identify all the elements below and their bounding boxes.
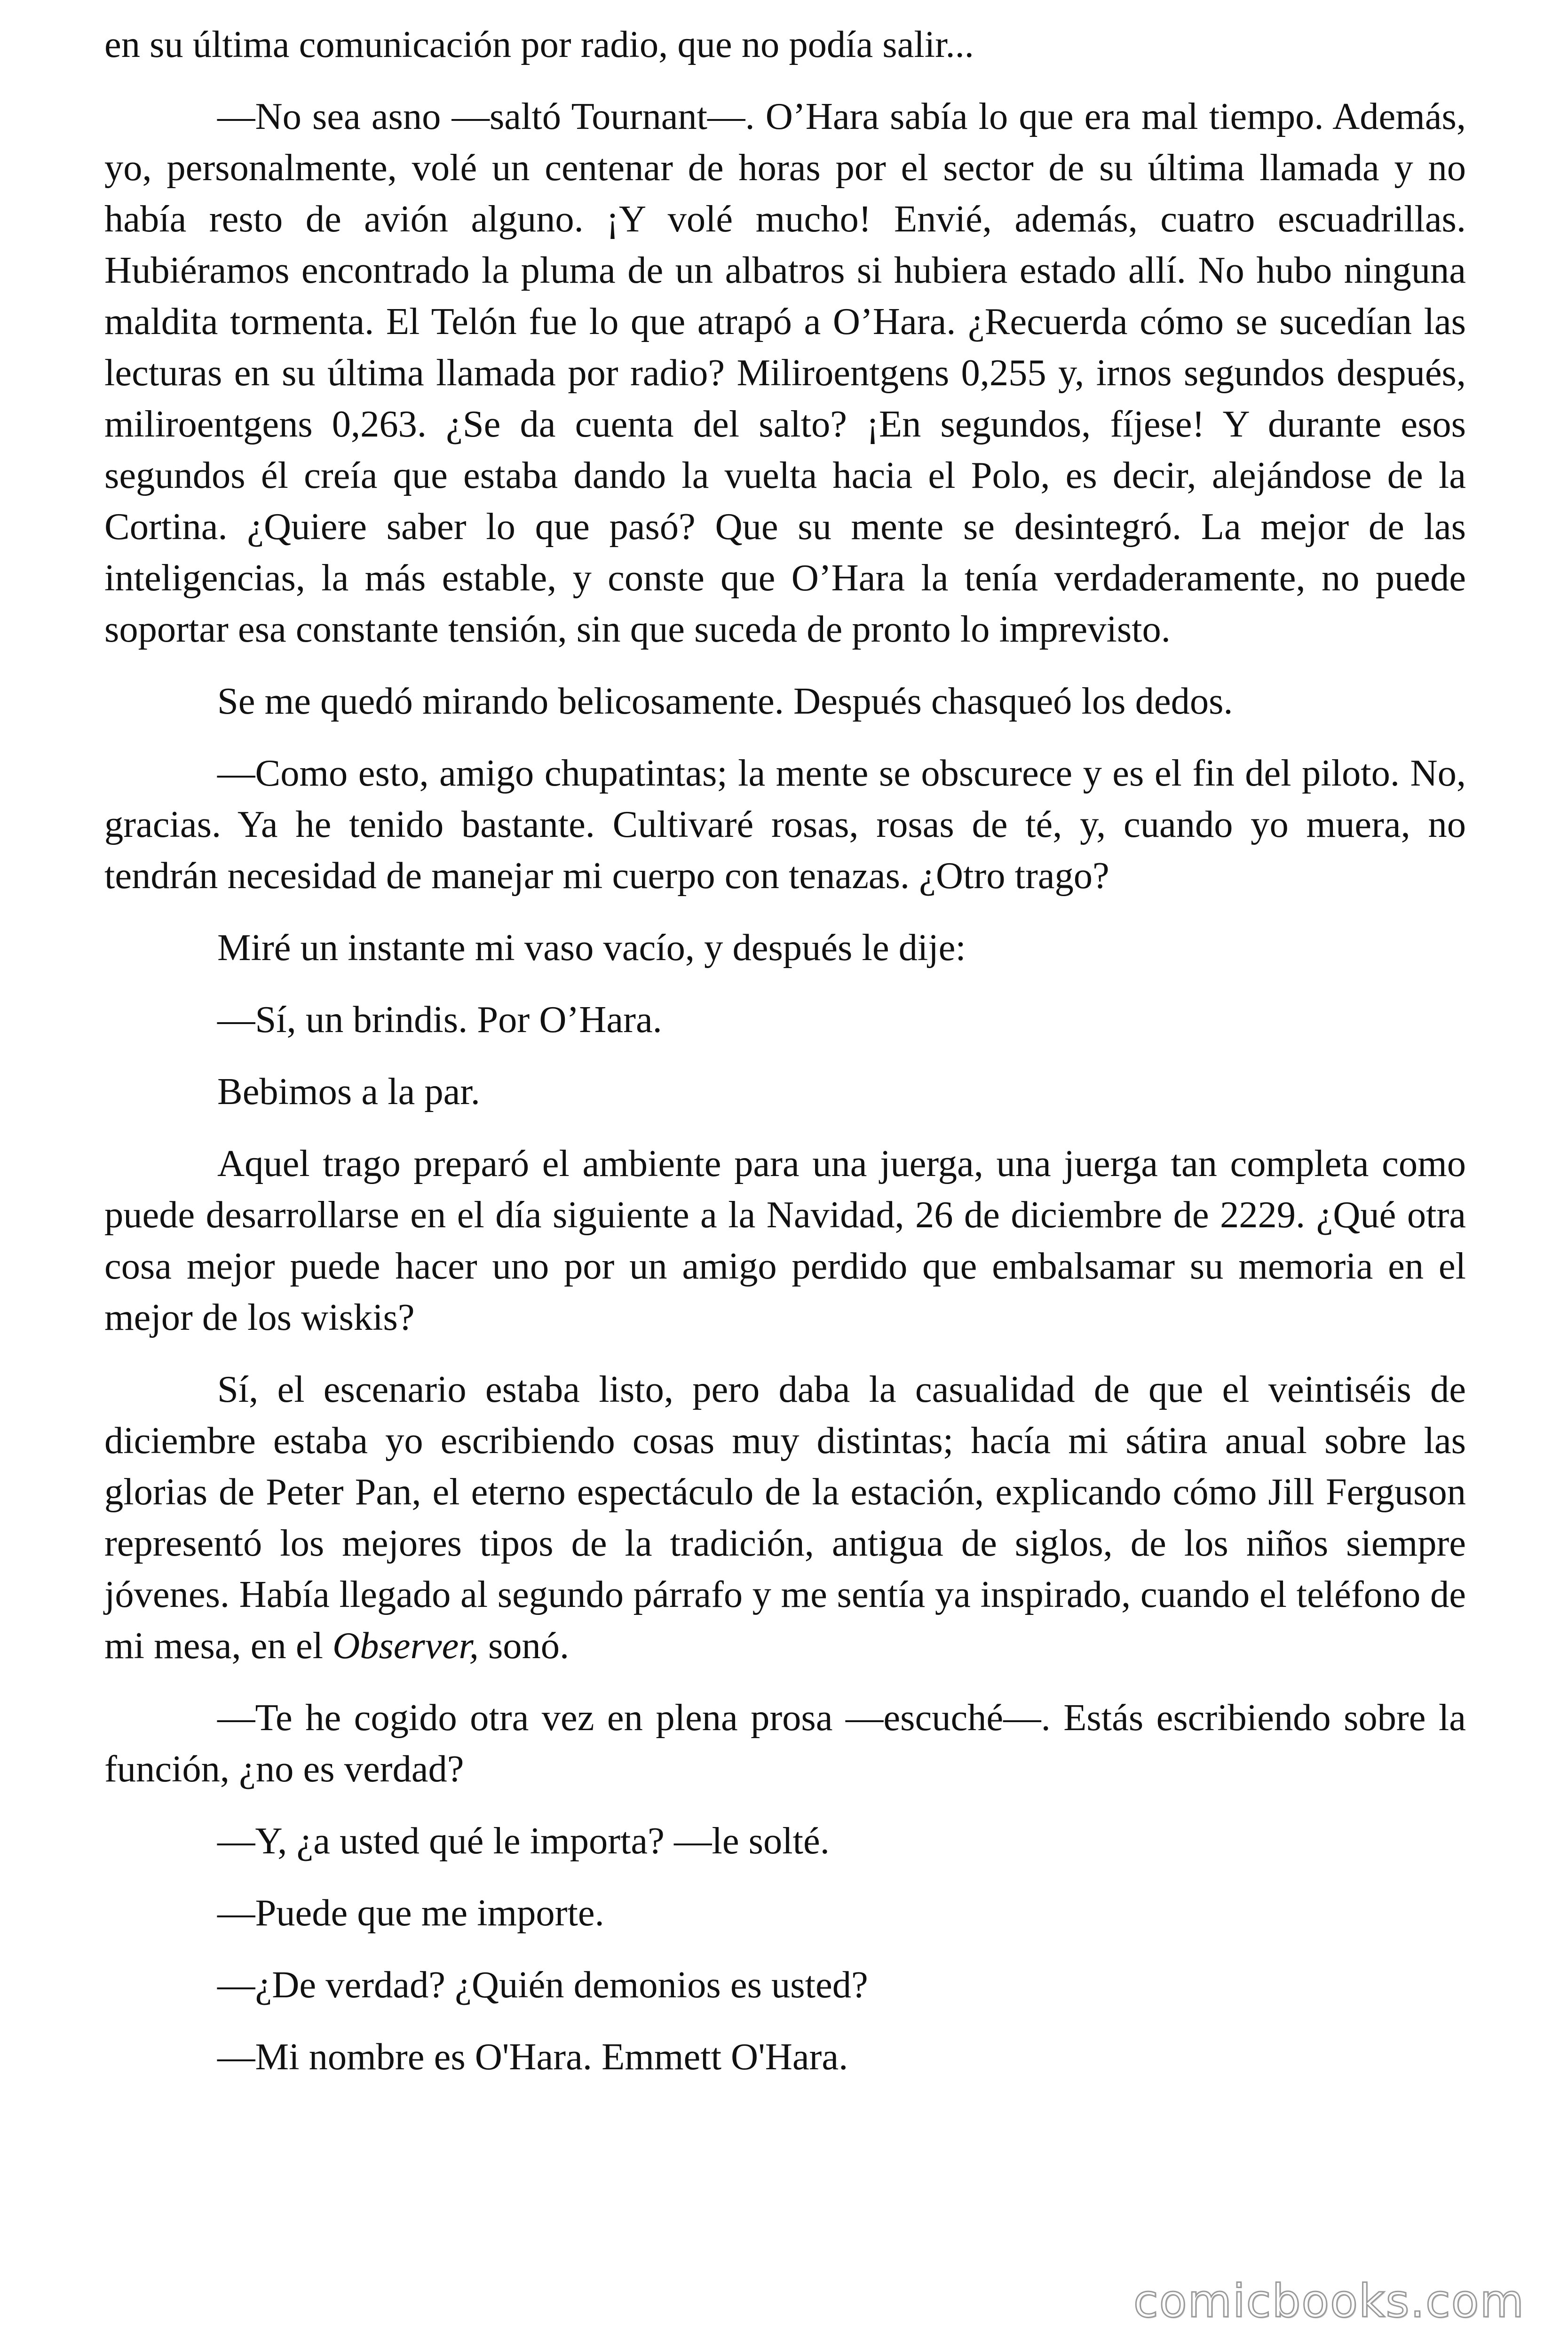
- watermark-logo: comicbooks.com: [1133, 2275, 1525, 2328]
- paragraph-9: [104, 1364, 1466, 1671]
- paragraph-11: —Y, ¿a usted qué le importa? —le solté.: [217, 1820, 830, 1862]
- paragraph-9-text-after: sonó.: [478, 1625, 570, 1667]
- paragraph-13: —¿De verdad? ¿Quién demonios es usted?: [217, 1964, 868, 2006]
- paragraph-7: Bebimos a la par.: [217, 1071, 480, 1112]
- paragraph-5: Miré un instante mi vaso vacío, y después le dije:: [217, 927, 966, 969]
- paragraph-8: Aquel trago preparó el ambiente para una juerga, una juerga tan completa como puede desarrollarse en el día siguiente a la Navidad, 26 de diciembre de 2229. ¿Qué otra cosa mejor puede hacer uno por un amigo perdido que embalsamar su memoria en el mejor de los wiskis?: [104, 1143, 1466, 1338]
- paragraph-9-text-before: Sí, el escenario estaba listo, pero daba la casualidad de que el veintiséis de diciembre estaba yo escribiendo cosas muy distintas; hacía mi sátira anual sobre las glorias de Peter Pan, el eterno espectáculo de la estación, explicando cómo Jill Ferguson representó los mejores tipos de la tradición, antigua de siglos, de los niños siempre jóvenes. Había llegado al segundo párrafo y me sentía ya inspirado, cuando el teléfono de mi mesa, en el: [104, 1368, 1466, 1667]
- newspaper-title-italic: Observer,: [333, 1625, 479, 1667]
- paragraph-6: —Sí, un brindis. Por O’Hara.: [217, 999, 662, 1041]
- paragraph-12: —Puede que me importe.: [217, 1892, 604, 1934]
- book-page: [104, 19, 1466, 2103]
- paragraph-2: —No sea asno —saltó Tournant—. O’Hara sabía lo que era mal tiempo. Además, yo, personalmente, volé un centenar de horas por el sector de su última llamada y no había resto de avión alguno. ¡Y volé mucho! Envié, además, cuatro escuadrillas. Hubiéramos encontrado la pluma de un albatros si hubiera estado allí. No hubo ninguna maldita tormenta. El Telón fue lo que atrapó a O’Hara. ¿Recuerda cómo se sucedían las lecturas en su última llamada por radio? Miliroentgens 0,255 y, irnos segundos después, miliroentgens 0,263. ¿Se da cuenta del salto? ¡En segundos, fíjese! Y durante esos segundos él creía que estaba dando la vuelta hacia el Polo, es decir, alejándose de la Cortina. ¿Quiere saber lo que pasó? Que su mente se desintegró. La mejor de las inteligencias, la más estable, y conste que O’Hara la tenía verdaderamente, no puede soportar esa constante tensión, sin que suceda de pronto lo imprevisto.: [104, 95, 1466, 650]
- paragraph-3: Se me quedó mirando belicosamente. Después chasqueó los dedos.: [217, 680, 1233, 722]
- paragraph-4: —Como esto, amigo chupatintas; la mente se obscurece y es el fin del piloto. No, gracias. Ya he tenido bastante. Cultivaré rosas, rosas de té, y, cuando yo muera, no tendrán necesidad de manejar mi cuerpo con tenazas. ¿Otro trago?: [104, 752, 1466, 897]
- paragraph-14: —Mi nombre es O'Hara. Emmett O'Hara.: [217, 2036, 848, 2078]
- paragraph-1: en su última comunicación por radio, que no podía salir...: [104, 24, 974, 65]
- paragraph-10: —Te he cogido otra vez en plena prosa —escuché—. Estás escribiendo sobre la función, ¿no es verdad?: [104, 1697, 1466, 1790]
